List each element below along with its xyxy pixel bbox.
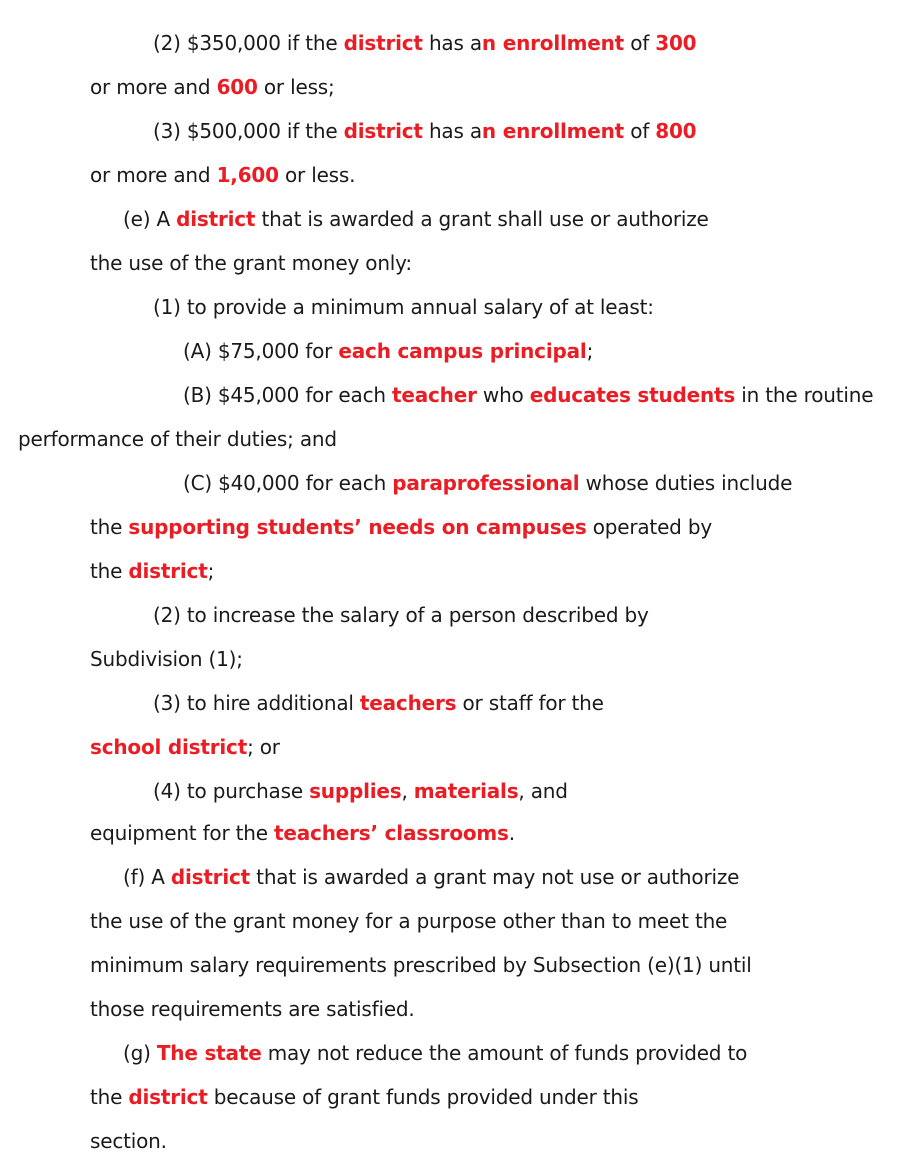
highlighted-term: 300 — [655, 31, 697, 55]
text-segment: minimum salary requirements prescribed by Subsection (e)(1) until — [90, 953, 752, 977]
line-e-1-c-cont-2 — [90, 558, 214, 584]
text-segment: or more and — [90, 75, 217, 99]
text-segment: or less; — [257, 75, 335, 99]
highlighted-term: teacher — [392, 383, 477, 407]
text-segment: (3) $500,000 if the — [153, 119, 344, 143]
highlighted-term: The state — [156, 1041, 262, 1065]
text-segment: (2) to increase the salary of a person described by — [153, 603, 649, 627]
text-segment: ; — [586, 339, 594, 363]
line-subsection-f-cont — [90, 908, 727, 934]
text-segment: operated by — [586, 515, 712, 539]
line-e-4 — [153, 778, 568, 804]
line-e-1-a — [183, 338, 593, 364]
text-segment: the — [90, 559, 129, 583]
text-segment: section. — [90, 1129, 167, 1153]
text-segment: those requirements are satisfied. — [90, 997, 415, 1021]
line-subsection-g-cont-2 — [90, 1128, 167, 1154]
highlighted-term: school district — [90, 735, 248, 759]
highlighted-term: teachers’ classrooms — [274, 821, 509, 845]
line-subsection-g — [123, 1040, 747, 1066]
line-e-1-b — [183, 382, 873, 408]
text-segment: has a — [422, 119, 482, 143]
text-segment: or staff for the — [456, 691, 604, 715]
text-segment: the — [90, 1085, 129, 1109]
highlighted-term: educates students — [529, 383, 736, 407]
text-segment: has a — [422, 31, 482, 55]
text-segment: Subdivision (1); — [90, 647, 243, 671]
line-e-1-c — [183, 470, 792, 496]
text-segment: or less. — [278, 163, 356, 187]
highlighted-term: district — [176, 207, 256, 231]
line-subsection-f — [123, 864, 739, 890]
line-subsection-f-cont-2 — [90, 952, 752, 978]
text-segment: (A) $75,000 for — [183, 339, 339, 363]
highlighted-term: supplies — [309, 779, 402, 803]
text-segment: equipment for the — [90, 821, 275, 845]
text-segment: whose duties include — [579, 471, 793, 495]
line-e-3 — [153, 690, 604, 716]
highlighted-term: teachers — [359, 691, 457, 715]
text-segment: who — [476, 383, 530, 407]
highlighted-term: 800 — [655, 119, 697, 143]
highlighted-term: n enrollment — [481, 31, 625, 55]
line-e-1-c-cont — [90, 514, 712, 540]
text-segment: performance of their duties; and — [18, 427, 337, 451]
line-e-1 — [153, 294, 654, 320]
text-segment: that is awarded a grant shall use or authorize — [255, 207, 709, 231]
text-segment: ; or — [247, 735, 280, 759]
highlighted-term: n enrollment — [481, 119, 625, 143]
highlighted-term: materials — [413, 779, 519, 803]
line-e-2-cont — [90, 646, 243, 672]
highlighted-term: supporting students’ needs on campuses — [128, 515, 587, 539]
line-e-1-b-cont — [18, 426, 337, 452]
line-e-2 — [153, 602, 649, 628]
highlighted-term: 600 — [216, 75, 258, 99]
text-segment: , — [401, 779, 414, 803]
line-subsection-e — [123, 206, 709, 232]
highlighted-term: district — [128, 559, 208, 583]
text-segment: (3) to hire additional — [153, 691, 360, 715]
text-segment: that is awarded a grant may not use or authorize — [250, 865, 740, 889]
line-subsection-e-cont — [90, 250, 412, 276]
text-segment: (f) A — [123, 865, 171, 889]
text-segment: because of grant funds provided under this — [207, 1085, 639, 1109]
highlighted-term: district — [343, 119, 423, 143]
text-segment: of — [624, 31, 656, 55]
text-segment: (2) $350,000 if the — [153, 31, 344, 55]
highlighted-term: paraprofessional — [392, 471, 580, 495]
line-subdivision-3-cont — [90, 162, 355, 188]
line-e-3-cont — [90, 734, 280, 760]
highlighted-term: district — [128, 1085, 208, 1109]
highlighted-term: district — [343, 31, 423, 55]
text-segment: the use of the grant money only: — [90, 251, 412, 275]
text-segment: of — [624, 119, 656, 143]
text-segment: (4) to purchase — [153, 779, 310, 803]
text-segment: in the routine — [735, 383, 874, 407]
text-segment: the use of the grant money for a purpose other than to meet the — [90, 909, 728, 933]
text-segment: (1) to provide a minimum annual salary of at least: — [153, 295, 654, 319]
text-segment: (C) $40,000 for each — [183, 471, 393, 495]
highlighted-term: district — [170, 865, 251, 889]
text-segment: or more and — [90, 163, 217, 187]
text-segment: (g) — [123, 1041, 157, 1065]
highlighted-term: each campus principal — [338, 339, 587, 363]
text-segment: , and — [518, 779, 568, 803]
line-subsection-g-cont — [90, 1084, 638, 1110]
text-segment: (e) A — [123, 207, 177, 231]
line-subdivision-2-cont — [90, 74, 335, 100]
text-segment: ; — [207, 559, 215, 583]
highlighted-term: 1,600 — [216, 163, 279, 187]
line-subdivision-2 — [153, 30, 696, 56]
text-segment: may not reduce the amount of funds provided to — [261, 1041, 748, 1065]
line-subsection-f-cont-3 — [90, 996, 415, 1022]
line-e-4-cont — [90, 820, 515, 846]
text-segment: . — [508, 821, 515, 845]
line-subdivision-3 — [153, 118, 696, 144]
text-segment: the — [90, 515, 129, 539]
text-segment: (B) $45,000 for each — [183, 383, 392, 407]
